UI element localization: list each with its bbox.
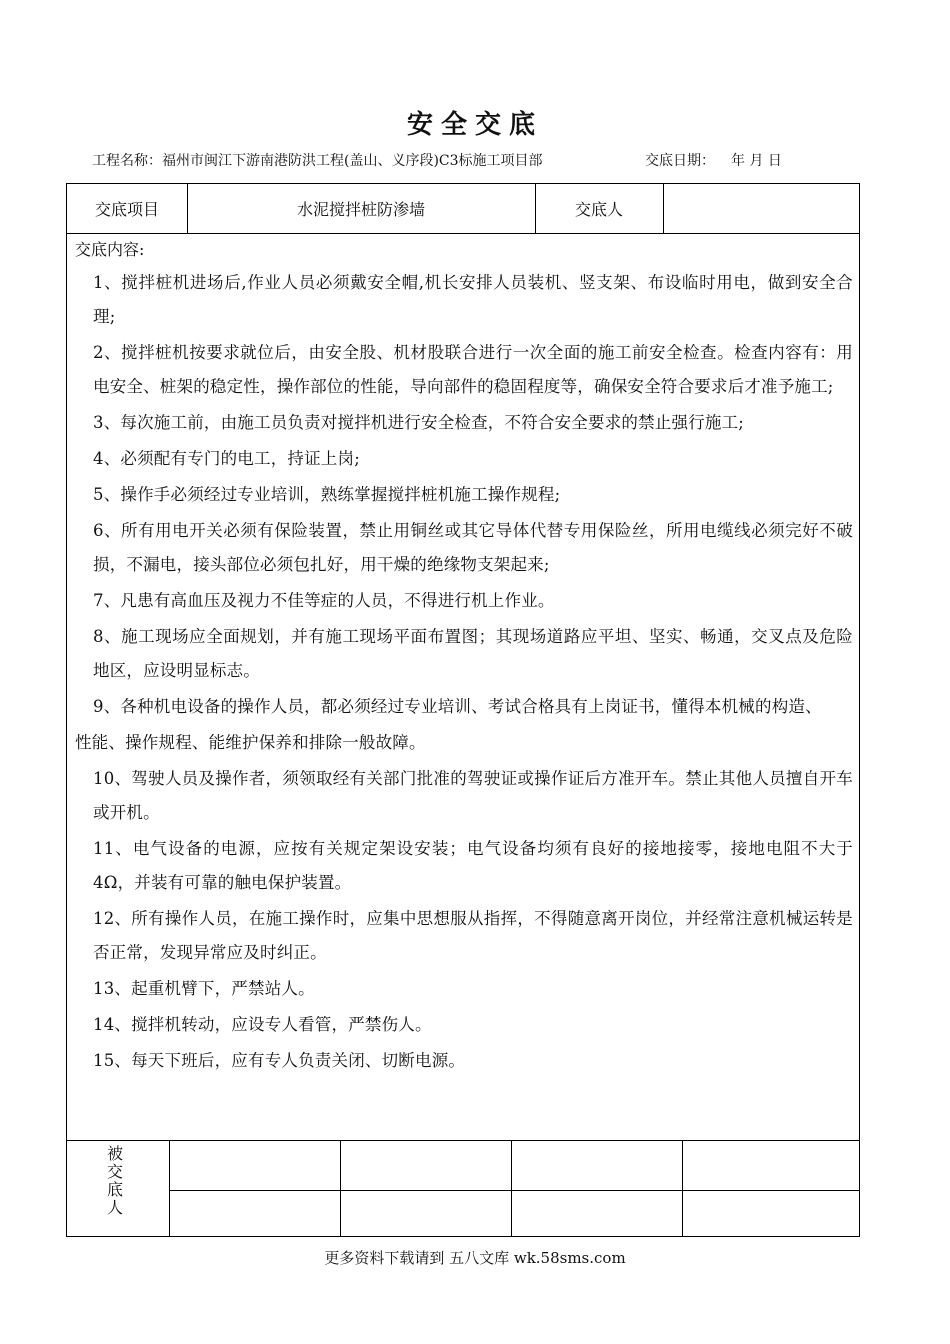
date-info <box>645 150 782 170</box>
signature-cell[interactable] <box>170 1191 340 1239</box>
list-item: 1、搅拌桩机进场后,作业人员必须戴安全帽,机长安排人员装机、竖支架、布设临时用电，做到安全合理; <box>93 273 853 326</box>
signature-cell[interactable] <box>170 1141 340 1189</box>
list-item: 4、必须配有专门的电工，持证上岗; <box>93 449 360 468</box>
person-value-cell[interactable] <box>663 184 859 233</box>
list-item: 3、每次施工前，由施工员负责对搅拌机进行安全检查，不符合安全要求的禁止强行施工; <box>93 413 745 432</box>
signature-cell[interactable] <box>512 1141 682 1189</box>
list-item: 7、凡患有高血压及视力不佳等症的人员，不得进行机上作业。 <box>93 591 555 610</box>
content-label: 交底内容: <box>75 240 145 259</box>
list-item: 8、施工现场应全面规划，并有施工现场平面布置图；其现场道路应平坦、坚实、畅通，交叉点及危险地区，应设明显标志。 <box>93 627 853 680</box>
signature-cell[interactable] <box>512 1191 682 1239</box>
item-label-cell <box>67 184 187 233</box>
signature-cell[interactable] <box>683 1191 859 1239</box>
date-label: 交底日期： <box>645 153 715 169</box>
list-item: 5、操作手必须经过专业培训，熟练掌握搅拌桩机施工操作规程; <box>93 485 561 504</box>
item-value-cell <box>187 184 535 233</box>
list-item-continuation: 性能、操作规程、能维护保养和排除一般故障。 <box>75 733 426 752</box>
list-item: 11、电气设备的电源，应按有关规定架设安装；电气设备均须有良好的接地接零，接地电阻不大于 4Ω，并装有可靠的触电保护装置。 <box>93 839 853 892</box>
list-item: 15、每天下班后，应有专人负责关闭、切断电源。 <box>93 1051 466 1070</box>
person-label: 交底人 <box>574 200 623 219</box>
project-info <box>92 150 543 170</box>
header-row <box>67 184 859 234</box>
signature-label: 被交底人 <box>106 1144 123 1217</box>
item-label: 交底项目 <box>94 200 159 219</box>
project-name: 福州市闽江下游南港防洪工程(盖山、义序段)C3标施工项目部 <box>162 153 543 169</box>
content-items <box>75 266 853 1080</box>
person-label-cell <box>535 184 663 233</box>
signature-cell[interactable] <box>341 1191 511 1239</box>
date-value: 年 月 日 <box>731 153 782 169</box>
footer-text: 更多资料下载请到 五八文库 wk.58sms.com <box>324 1249 626 1267</box>
item-value: 水泥搅拌桩防渗墙 <box>296 200 425 219</box>
list-item: 9、各种机电设备的操作人员，都必须经过专业培训、考试合格具有上岗证书，懂得本机械的构造、 <box>93 697 822 716</box>
document-title: 安全交底 <box>406 110 543 140</box>
signature-cell[interactable] <box>341 1141 511 1189</box>
list-item: 13、起重机臂下，严禁站人。 <box>93 979 315 998</box>
list-item: 12、所有操作人员，在施工操作时，应集中思想服从指挥，不得随意离开岗位，并经常注意机械运转是否正常，发现异常应及时纠正。 <box>93 909 853 962</box>
signature-cell[interactable] <box>683 1141 859 1189</box>
signature-section <box>67 1140 859 1237</box>
list-item: 14、搅拌机转动，应设专人看管，严禁伤人。 <box>93 1015 432 1034</box>
list-item: 2、搅拌桩机按要求就位后，由安全股、机材股联合进行一次全面的施工前安全检查。检查内容有：用电安全、桩架的稳定性，操作部位的性能，导向部件的稳固程度等，确保安全符合要求后才准予施工; <box>93 343 853 396</box>
list-item: 10、驾驶人员及操作者，须领取经有关部门批准的驾驶证或操作证后方准开车。禁止其他人员擅自开车或开机。 <box>93 769 853 822</box>
list-item: 6、所有用电开关必须有保险装置，禁止用铜丝或其它导体代替专用保险丝，所用电缆线必须完好不破损，不漏电，接头部位必须包扎好，用干燥的绝缘物支架起来; <box>93 521 853 574</box>
disclosure-table <box>66 183 860 1237</box>
project-label: 工程名称： <box>92 153 162 169</box>
